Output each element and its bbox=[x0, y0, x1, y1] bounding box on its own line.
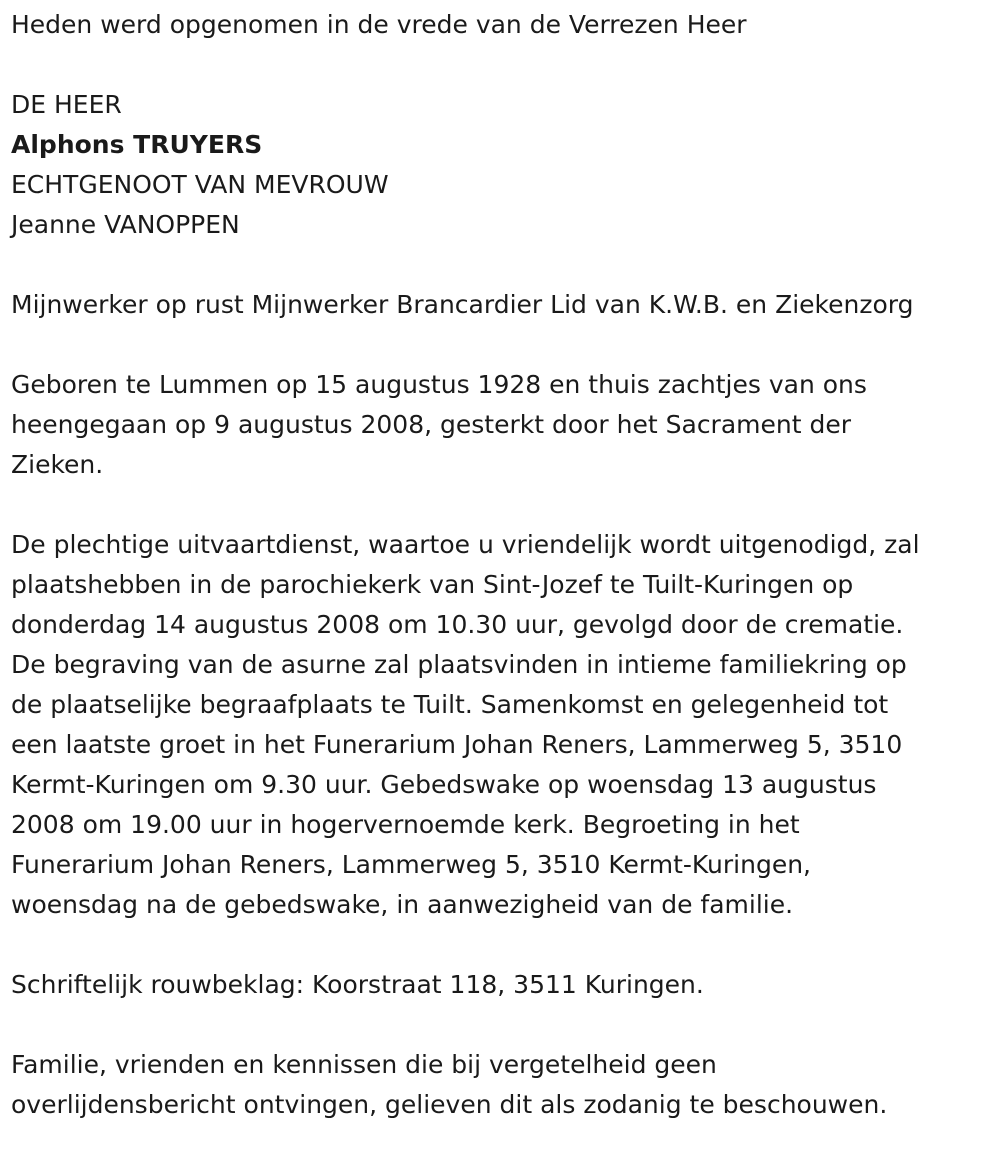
condolences-line: Schriftelijk rouwbeklag: Koorstraat 118, 3511 Kuringen. bbox=[11, 970, 704, 999]
paragraph-line: Zieken. bbox=[11, 450, 104, 479]
paragraph-line: Kermt-Kuringen om 9.30 uur. Gebedswake op woensdag 13 augustus bbox=[11, 770, 877, 799]
title-prefix: DE HEER bbox=[11, 90, 122, 119]
paragraph-line: woensdag na de gebedswake, in aanwezigheid van de familie. bbox=[11, 890, 794, 919]
spacer bbox=[11, 325, 991, 365]
paragraph-line: De plechtige uitvaartdienst, waartoe u vriendelijk wordt uitgenodigd, zal bbox=[11, 530, 920, 559]
paragraph-line: Funerarium Johan Reners, Lammerweg 5, 3510 Kermt-Kuringen, bbox=[11, 850, 811, 879]
obituary-document bbox=[11, 5, 991, 1125]
spacer bbox=[11, 1005, 991, 1045]
spouse-label: ECHTGENOOT VAN MEVROUW bbox=[11, 170, 389, 199]
birth-death-paragraph bbox=[11, 365, 991, 485]
occupation-line: Mijnwerker op rust Mijnwerker Brancardier Lid van K.W.B. en Ziekenzorg bbox=[11, 290, 914, 319]
spacer bbox=[11, 485, 991, 525]
paragraph-line: 2008 om 19.00 uur in hogervernoemde kerk. Begroeting in het bbox=[11, 810, 800, 839]
closing-paragraph bbox=[11, 1045, 991, 1125]
paragraph-line: De begraving van de asurne zal plaatsvinden in intieme familiekring op bbox=[11, 650, 907, 679]
paragraph-line: plaatshebben in de parochiekerk van Sint-Jozef te Tuilt-Kuringen op bbox=[11, 570, 854, 599]
paragraph-line: heengegaan op 9 augustus 2008, gesterkt door het Sacrament der bbox=[11, 410, 852, 439]
paragraph-line: Geboren te Lummen op 15 augustus 1928 en thuis zachtjes van ons bbox=[11, 370, 867, 399]
paragraph-line: Familie, vrienden en kennissen die bij vergetelheid geen bbox=[11, 1050, 717, 1079]
funeral-paragraph bbox=[11, 525, 991, 925]
deceased-name: Alphons TRUYERS bbox=[11, 130, 263, 159]
spacer bbox=[11, 245, 991, 285]
spouse-name: Jeanne VANOPPEN bbox=[11, 210, 240, 239]
paragraph-line: de plaatselijke begraafplaats te Tuilt. Samenkomst en gelegenheid tot bbox=[11, 690, 889, 719]
paragraph-line: een laatste groet in het Funerarium Johan Reners, Lammerweg 5, 3510 bbox=[11, 730, 903, 759]
opening-line: Heden werd opgenomen in de vrede van de Verrezen Heer bbox=[11, 10, 747, 39]
paragraph-line: donderdag 14 augustus 2008 om 10.30 uur, gevolgd door de crematie. bbox=[11, 610, 904, 639]
paragraph-line: overlijdensbericht ontvingen, gelieven dit als zodanig te beschouwen. bbox=[11, 1090, 888, 1119]
spacer bbox=[11, 925, 991, 965]
spacer bbox=[11, 45, 991, 85]
